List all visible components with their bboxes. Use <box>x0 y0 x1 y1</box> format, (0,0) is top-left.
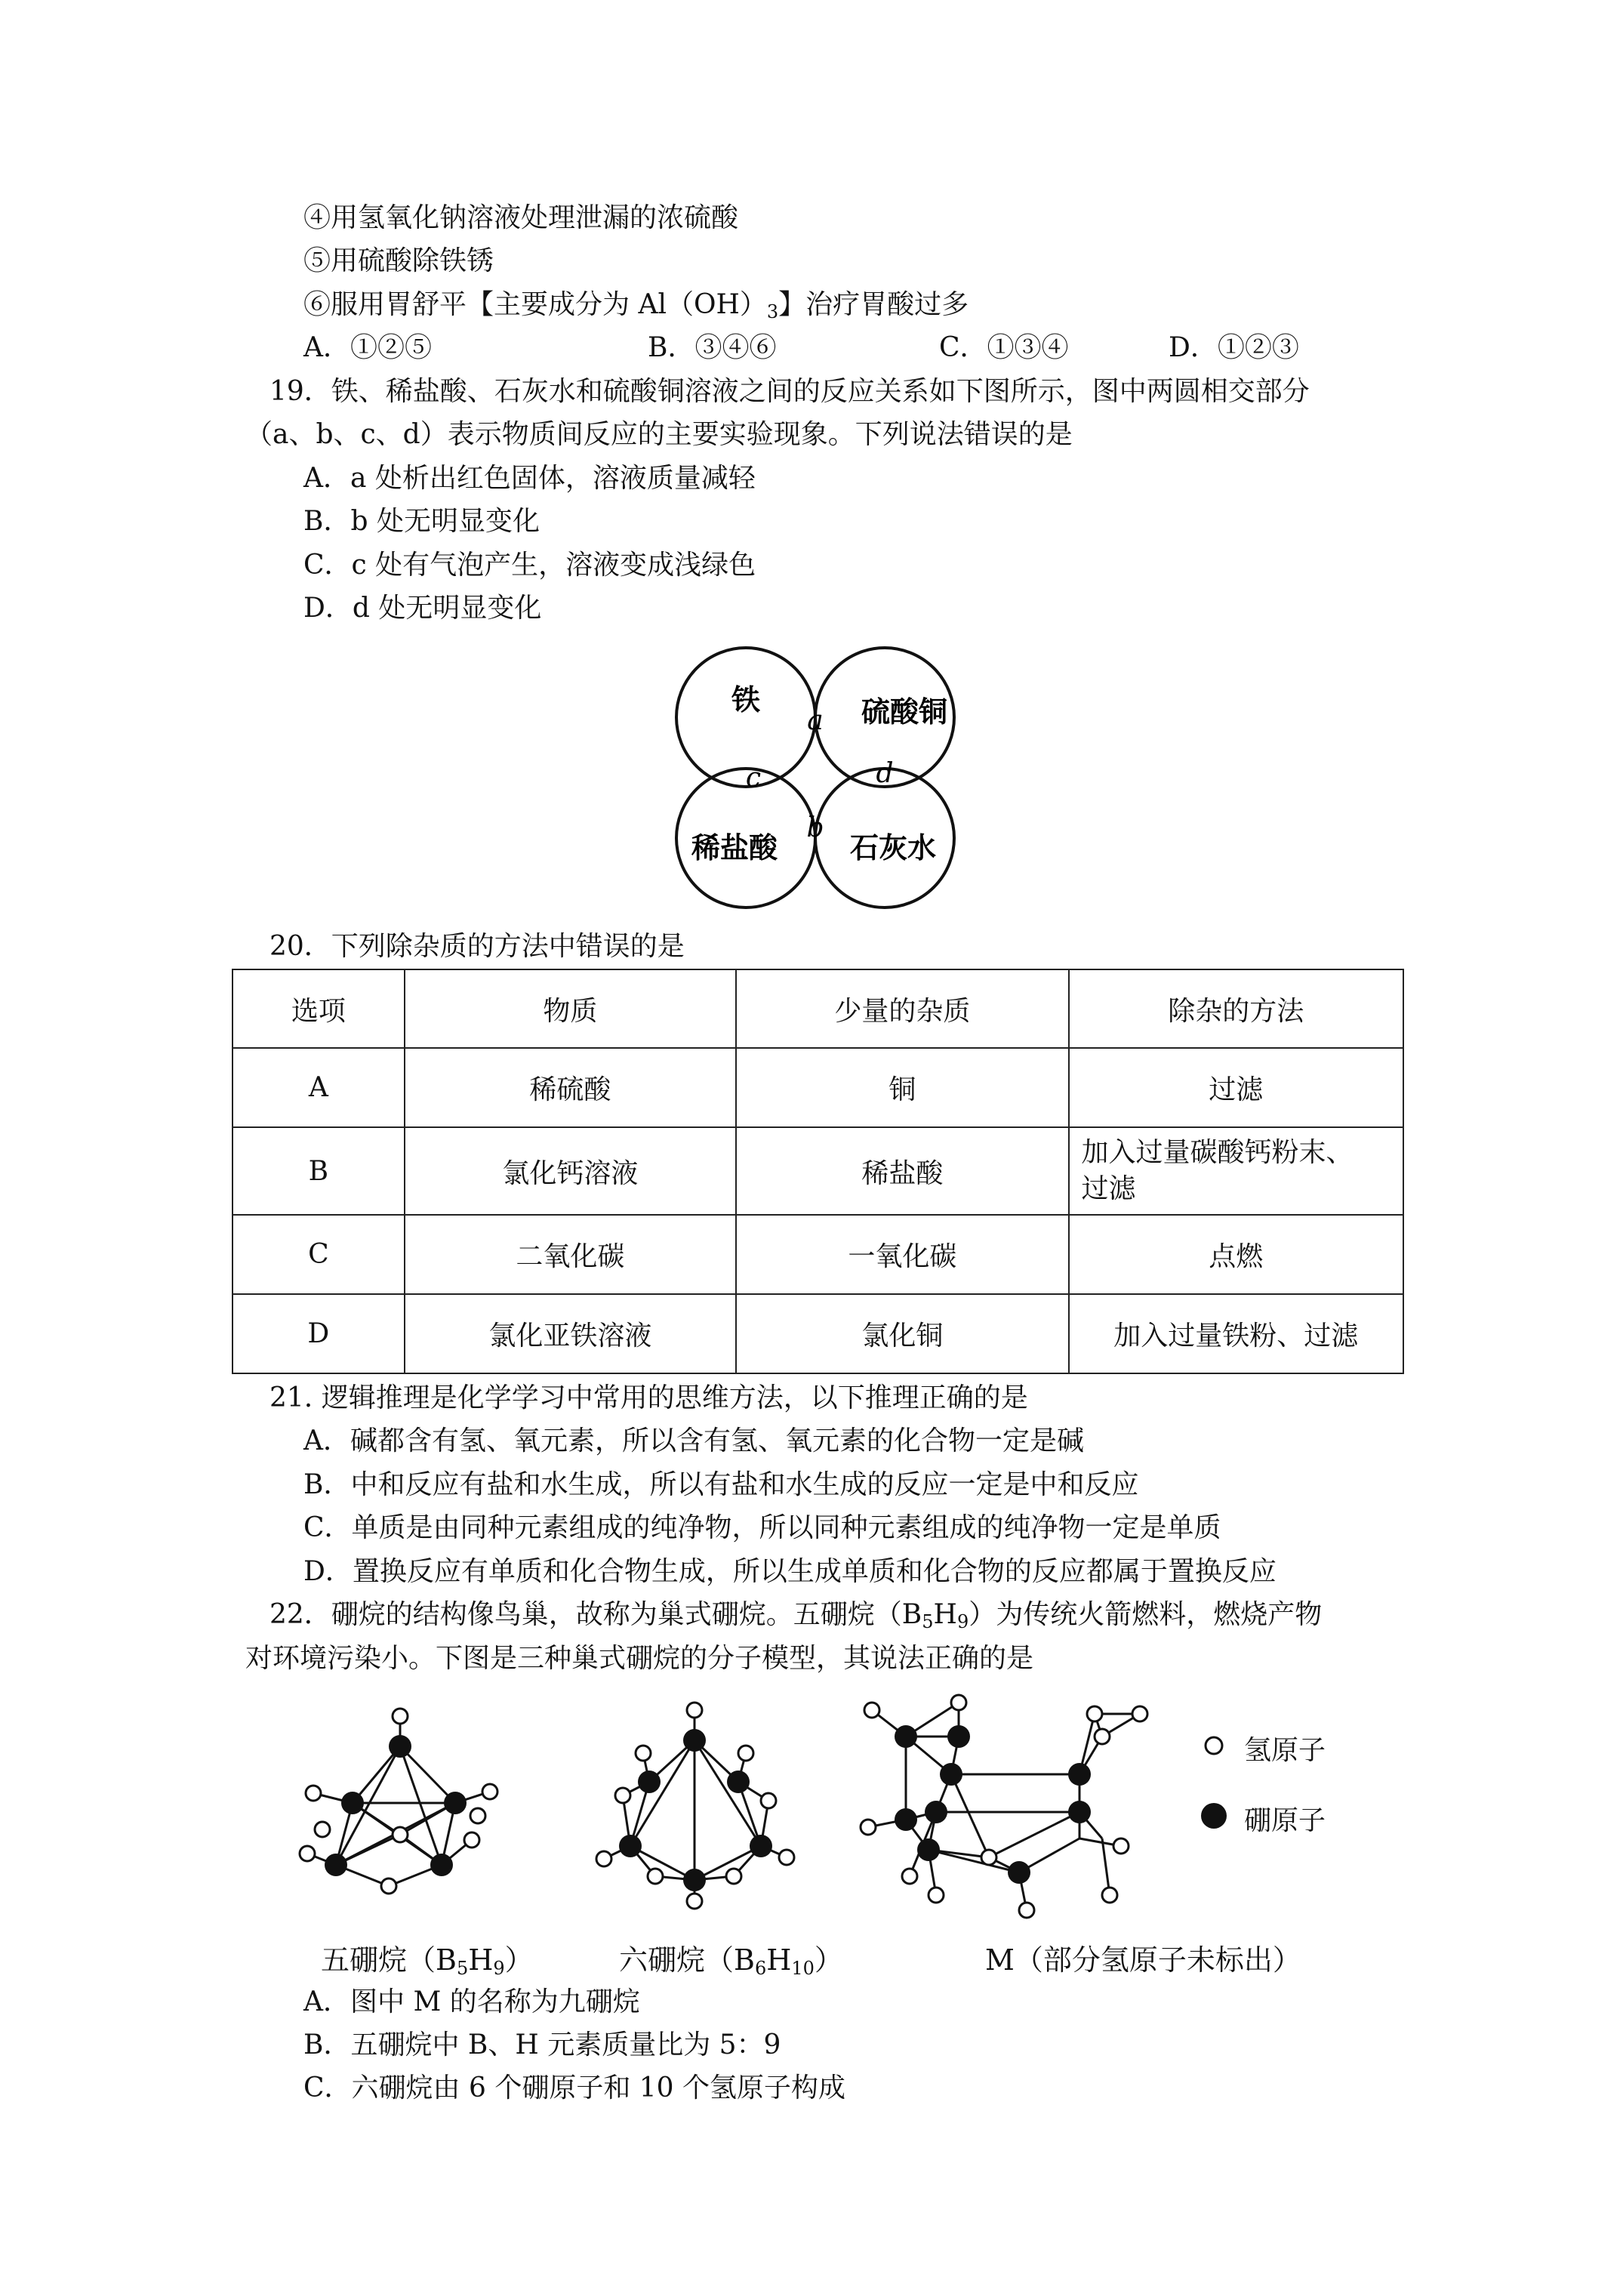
table-cell: 点燃 <box>1069 1215 1403 1294</box>
q18-item-6: ⑥服用胃舒平【主要成分为 $Al(OH)_3$】治疗胃酸过多 <box>303 289 969 322</box>
pentaborane-model <box>291 1703 510 1906</box>
table-row <box>233 1048 1403 1127</box>
legend-boron: 硼原子 <box>1244 1805 1326 1836</box>
caption-pentaborane: 五硼烷$(B_5H_9)$ <box>321 1943 534 1979</box>
q22-stem-line1: 22．硼烷的结构像鸟巢，故称为巢式硼烷。五硼烷$(B_5H_9)$为传统火箭燃料，燃烧产物 <box>269 1599 1323 1632</box>
legend-hydrogen: 氢原子 <box>1244 1735 1326 1766</box>
q22-option-a: A．图中 M 的名称为九硼烷 <box>303 1986 640 2017</box>
q21-option-a: A．碱都含有氢、氧元素，所以含有氢、氧元素的化合物一定是碱 <box>303 1425 1084 1456</box>
table-cell: 过滤 <box>1069 1048 1403 1127</box>
q22-option-c: C．六硼烷由 6 个硼原子和 10 个氢原子构成 <box>303 2073 846 2103</box>
q21-stem: 21. 逻辑推理是化学学习中常用的思维方法，以下推理正确的是 <box>269 1382 1028 1413</box>
venn-letter-b: b <box>806 812 824 843</box>
caption-m: M（部分氢原子未标出） <box>985 1943 1301 1977</box>
q19-stem-line1: 19．铁、稀盐酸、石灰水和硫酸铜溶液之间的反应关系如下图所示，图中两圆相交部分 <box>269 376 1310 407</box>
table-cell: 铜 <box>736 1048 1068 1127</box>
q18-item-5: ⑤用硫酸除铁锈 <box>303 245 494 276</box>
boron-legend-icon <box>1197 1799 1230 1832</box>
venn-label-limewater: 石灰水 <box>849 831 937 864</box>
table-row <box>233 1215 1403 1294</box>
q19-option-c: C．c 处有气泡产生，溶液变成浅绿色 <box>303 550 756 581</box>
q18-option-a: A．①②⑤ <box>303 332 432 363</box>
table-cell: 稀硫酸 <box>405 1048 736 1127</box>
table-header: 少量的杂质 <box>736 969 1068 1048</box>
table-cell: A <box>233 1048 405 1127</box>
q21-option-d: D．置换反应有单质和化合物生成，所以生成单质和化合物的反应都属于置换反应 <box>303 1556 1277 1587</box>
hexaborane-model <box>581 1699 808 1910</box>
venn-diagram <box>664 646 974 909</box>
venn-letter-d: d <box>876 758 894 789</box>
impurity-table <box>232 969 1404 1374</box>
q22-option-b: B．五硼烷中 B、H 元素质量比为 5：9 <box>303 2029 781 2060</box>
q19-option-d: D．d 处无明显变化 <box>303 593 542 624</box>
table-cell: D <box>233 1294 405 1373</box>
venn-label-iron: 铁 <box>731 683 761 717</box>
venn-label-copper-sulfate: 硫酸铜 <box>861 695 948 729</box>
q19-option-b: B．b 处无明显变化 <box>303 506 540 537</box>
m-borane-model <box>853 1691 1155 1925</box>
table-cell: 二氧化碳 <box>405 1215 736 1294</box>
venn-letter-a: a <box>807 705 824 736</box>
table-header-row <box>233 969 1403 1048</box>
table-cell: 氯化亚铁溶液 <box>405 1294 736 1373</box>
table-cell: 一氧化碳 <box>736 1215 1068 1294</box>
q18-option-b: B．③④⑥ <box>648 332 777 363</box>
table-header: 物质 <box>405 969 736 1048</box>
table-cell: 氯化铜 <box>736 1294 1068 1373</box>
q19-stem-line2: （a、b、c、d）表示物质间反应的主要实验现象。下列说法错误的是 <box>245 419 1073 450</box>
table-cell: 氯化钙溶液 <box>405 1127 736 1215</box>
table-header: 选项 <box>233 969 405 1048</box>
q18-option-d: D．①②③ <box>1169 332 1299 363</box>
table-row <box>233 1127 1403 1215</box>
caption-hexaborane: 六硼烷$(B_6H_{10})$ <box>619 1943 843 1979</box>
q22-stem-line2: 对环境污染小。下图是三种巢式硼烷的分子模型，其说法正确的是 <box>245 1643 1034 1674</box>
venn-letter-c: c <box>745 763 762 794</box>
q19-option-a: A．a 处析出红色固体，溶液质量减轻 <box>303 463 756 494</box>
table-cell: 加入过量铁粉、过滤 <box>1069 1294 1403 1373</box>
table-cell: B <box>233 1127 405 1215</box>
table-cell: 加入过量碳酸钙粉末、 过滤 <box>1069 1127 1403 1215</box>
q21-option-c: C．单质是由同种元素组成的纯净物，所以同种元素组成的纯净物一定是单质 <box>303 1512 1221 1543</box>
q21-option-b: B．中和反应有盐和水生成，所以有盐和水生成的反应一定是中和反应 <box>303 1469 1139 1500</box>
hydrogen-legend-icon <box>1199 1730 1229 1761</box>
q18-item-4: ④用氢氧化钠溶液处理泄漏的浓硫酸 <box>303 202 739 233</box>
venn-label-hydrochloric-acid: 稀盐酸 <box>691 831 778 864</box>
table-row <box>233 1294 1403 1373</box>
table-header: 除杂的方法 <box>1069 969 1403 1048</box>
q20-stem: 20．下列除杂质的方法中错误的是 <box>269 931 685 962</box>
table-cell: C <box>233 1215 405 1294</box>
q18-option-c: C．①③④ <box>939 332 1069 363</box>
table-cell: 稀盐酸 <box>736 1127 1068 1215</box>
